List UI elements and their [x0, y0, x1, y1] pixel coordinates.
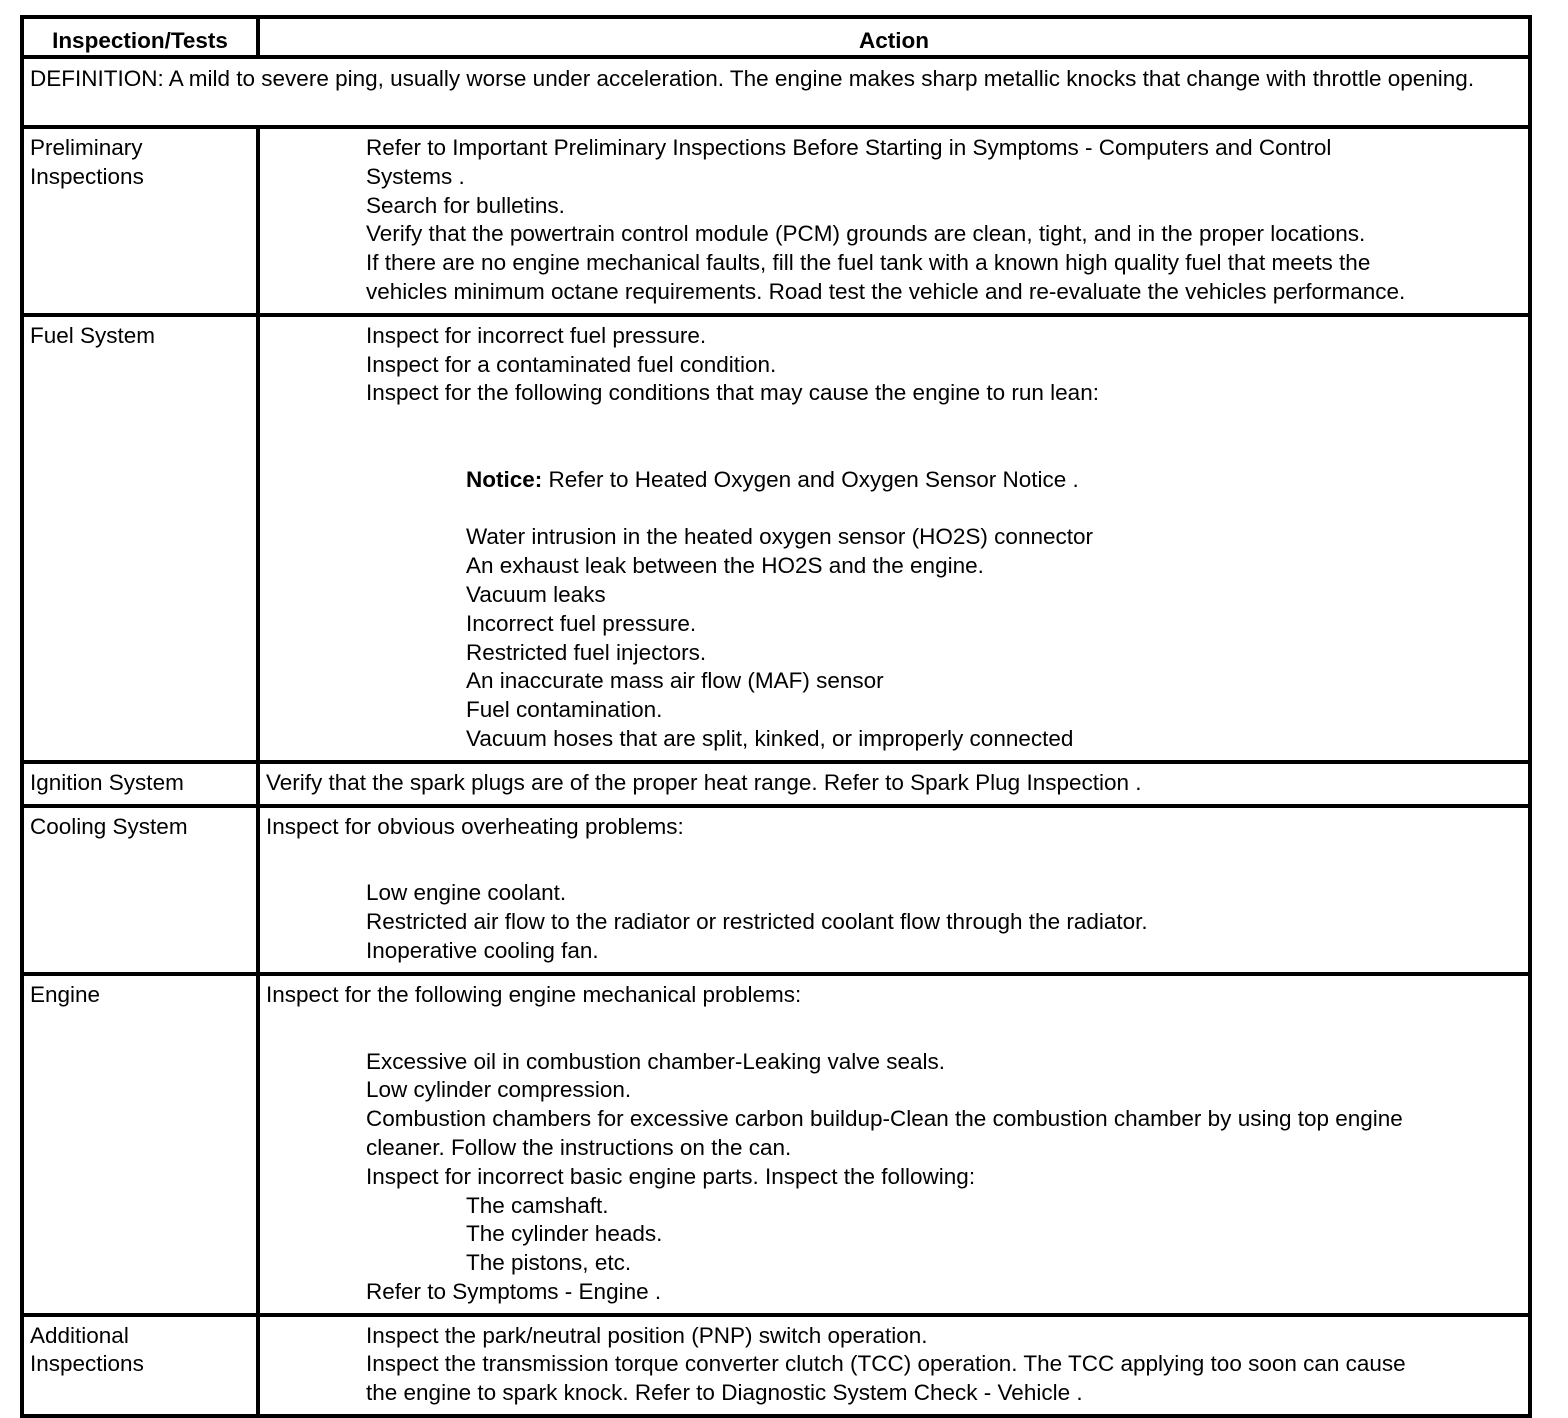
list-item: Vacuum hoses that are split, kinked, or improperly connected	[466, 725, 1074, 751]
notice-text: Refer to Heated Oxygen and Oxygen Sensor Notice .	[542, 466, 1079, 492]
list-item: An inaccurate mass air flow (MAF) sensor	[466, 668, 884, 694]
list-item: Restricted air flow to the radiator or restricted coolant flow through the radiator.	[366, 909, 1148, 935]
preliminary-line-3: Search for bulletins.	[366, 192, 565, 218]
engine-intro: Inspect for the following engine mechanical problems:	[266, 981, 802, 1007]
definition-row	[22, 57, 1530, 127]
list-item: The cylinder heads.	[466, 1221, 663, 1247]
cooling-intro: Inspect for obvious overheating problems:	[266, 813, 684, 839]
row-label-preliminary-2: Inspections	[30, 163, 144, 189]
header-action: Action	[258, 17, 1530, 57]
row-label-engine: Engine	[30, 981, 101, 1007]
preliminary-line-6: vehicles minimum octane requirements. Road test the vehicle and re-evaluate the vehicles performance.	[366, 278, 1406, 304]
list-item: An exhaust leak between the HO2S and the engine.	[466, 553, 984, 579]
fuel-notice	[466, 466, 1522, 495]
fuel-line-3: Inspect for the following conditions that may cause the engine to run lean:	[366, 380, 1099, 406]
preliminary-line-5: If there are no engine mechanical faults, fill the fuel tank with a known high quality fuel that meets the	[366, 250, 1371, 276]
notice-label: Notice:	[466, 466, 543, 492]
engine-line-1: Excessive oil in combustion chamber-Leaking valve seals.	[366, 1048, 946, 1074]
engine-line-2: Low cylinder compression.	[366, 1077, 632, 1103]
definition-text: DEFINITION: A mild to severe ping, usually worse under acceleration. The engine makes sharp metallic knocks that change with throttle opening.	[30, 66, 1475, 91]
list-item: Fuel contamination.	[466, 697, 663, 723]
additional-line-1: Inspect the park/neutral position (PNP) switch operation.	[366, 1322, 928, 1348]
list-item: Restricted fuel injectors.	[466, 639, 707, 665]
header-row	[22, 17, 1530, 57]
engine-line-5: Inspect for incorrect basic engine parts. Inspect the following:	[366, 1163, 976, 1189]
fuel-line-2: Inspect for a contaminated fuel condition.	[366, 351, 777, 377]
list-item: Low engine coolant.	[366, 880, 567, 906]
diagnostic-table	[20, 15, 1532, 1418]
preliminary-line-1: Refer to Important Preliminary Inspections Before Starting in Symptoms - Computers and Control	[366, 135, 1332, 160]
additional-line-3: the engine to spark knock. Refer to Diagnostic System Check - Vehicle .	[366, 1380, 1083, 1406]
engine-line-3: Combustion chambers for excessive carbon buildup-Clean the combustion chamber by using top engine	[366, 1106, 1403, 1132]
list-item: Inoperative cooling fan.	[366, 937, 599, 963]
engine-line-4: cleaner. Follow the instructions on the can.	[366, 1134, 792, 1160]
row-label-additional-1: Additional	[30, 1322, 129, 1348]
row-label-ignition-system: Ignition System	[30, 769, 184, 795]
ignition-text: Verify that the spark plugs are of the proper heat range. Refer to Spark Plug Inspection .	[266, 769, 1142, 795]
list-item: Incorrect fuel pressure.	[466, 610, 697, 636]
list-item: The pistons, etc.	[466, 1250, 632, 1276]
table-row-engine	[22, 974, 1530, 1315]
header-inspection-tests: Inspection/Tests	[22, 17, 258, 57]
preliminary-line-2: Systems .	[366, 163, 465, 189]
table-row-preliminary	[22, 127, 1530, 315]
engine-line-6: Refer to Symptoms - Engine .	[366, 1278, 662, 1304]
table-row-cooling-system	[22, 806, 1530, 974]
row-label-cooling-system: Cooling System	[30, 813, 188, 839]
preliminary-line-4: Verify that the powertrain control module (PCM) grounds are clean, tight, and in the proper locations.	[366, 221, 1366, 247]
row-label-additional-2: Inspections	[30, 1351, 144, 1377]
row-label-fuel-system: Fuel System	[30, 322, 156, 348]
row-label-preliminary-1: Preliminary	[30, 135, 143, 160]
table-row-fuel-system	[22, 315, 1530, 762]
list-item: Water intrusion in the heated oxygen sensor (HO2S) connector	[466, 524, 1093, 550]
list-item: Vacuum leaks	[466, 581, 606, 607]
additional-line-2: Inspect the transmission torque converter clutch (TCC) operation. The TCC applying too soon can cause	[366, 1351, 1406, 1377]
list-item: The camshaft.	[466, 1192, 609, 1218]
table-row-additional	[22, 1315, 1530, 1416]
fuel-line-1: Inspect for incorrect fuel pressure.	[366, 322, 707, 348]
table-row-ignition-system	[22, 762, 1530, 806]
